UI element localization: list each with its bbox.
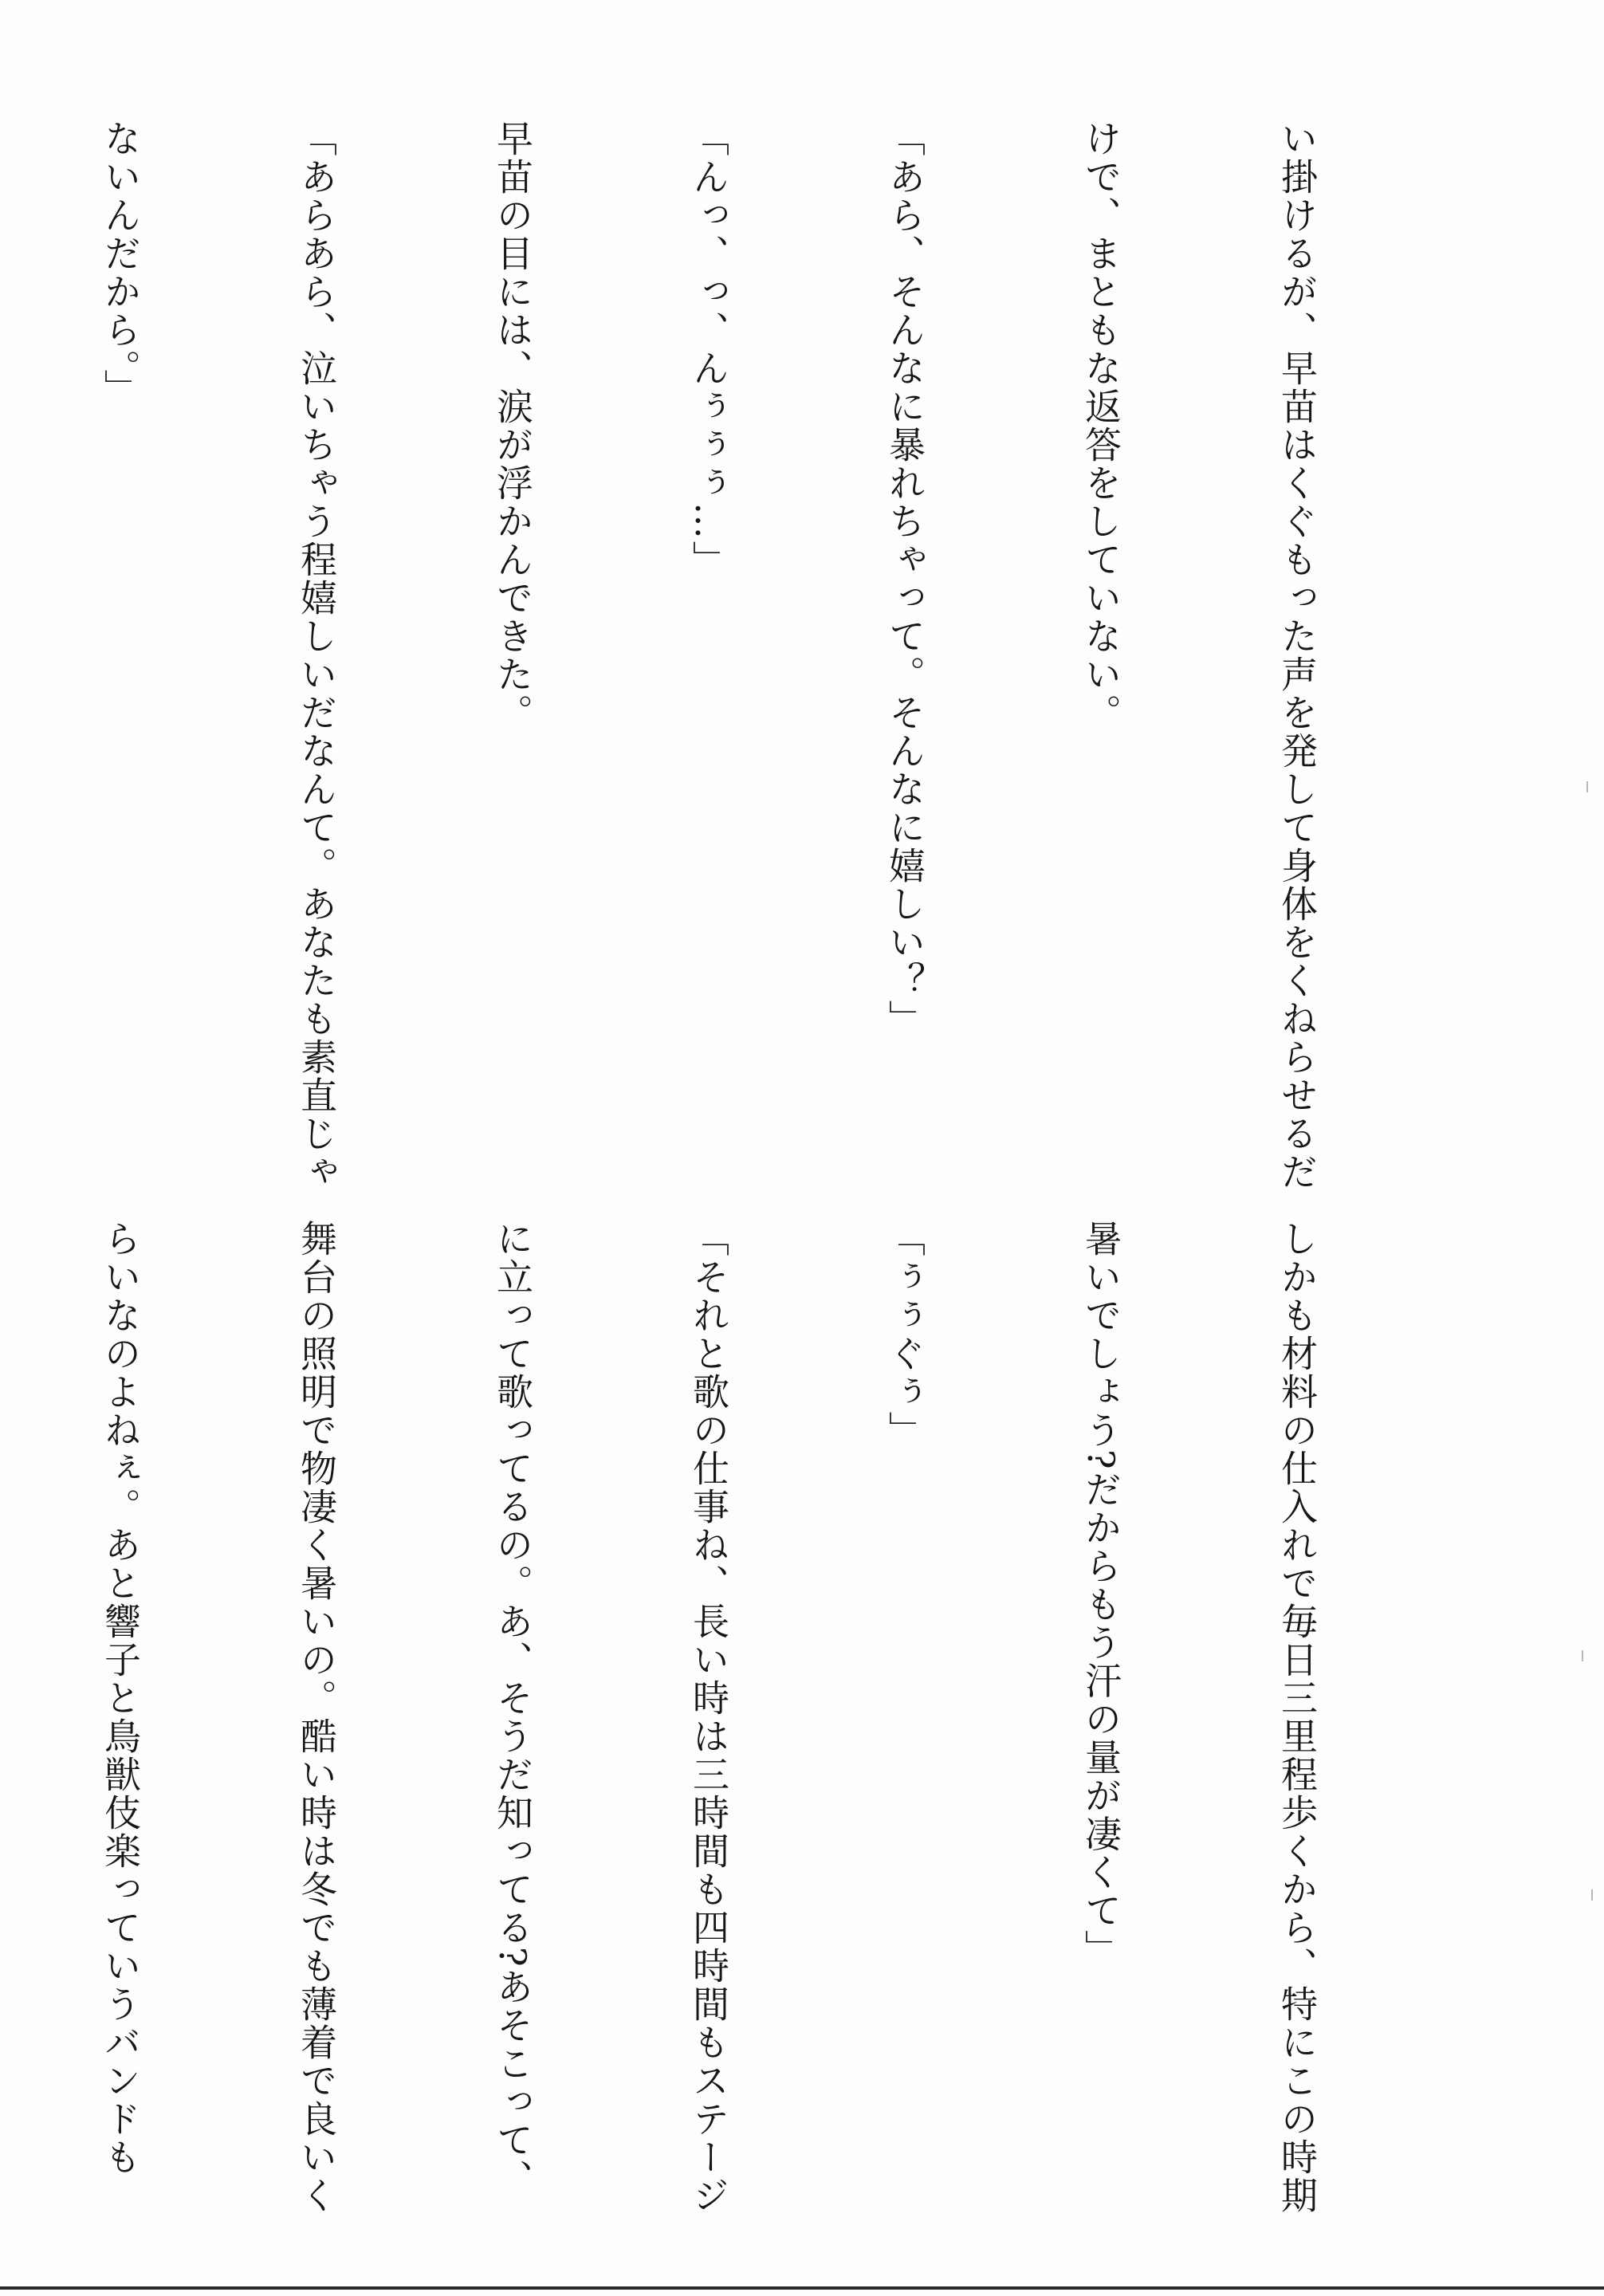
- text-block-top: [99, 120, 1461, 1191]
- text-line: 「んっ、っ、んぅぅぅ…」: [687, 120, 730, 579]
- text-line: 早苗の目には、涙が浮かんできた。: [491, 120, 534, 732]
- text-line: しかも材料の仕入れで毎日三里程歩くから、特にこの時期: [1276, 1220, 1319, 2215]
- text-line: 「それと歌の仕事ね、長い時は三時間も四時間もステージ: [687, 1220, 730, 2215]
- text-line: けで、まともな返答をしていない。: [1079, 120, 1122, 732]
- text-block-bottom: [99, 1220, 1461, 2215]
- scan-speck: [1582, 1650, 1583, 1661]
- scan-speck: [1586, 781, 1588, 792]
- text-line: ないんだから。」: [99, 120, 142, 407]
- scan-speck: [1591, 1889, 1593, 1901]
- text-line: に立って歌ってるの。あ、そうだ知ってる?あそこって、: [491, 1220, 534, 2198]
- text-line: 暑いでしょう?だからもう汗の量が凄くて」: [1079, 1220, 1122, 1968]
- text-line: い掛けるが、早苗はくぐもった声を発して身体をくねらせるだ: [1276, 120, 1319, 1191]
- text-line: 「あら、そんなに暴れちゃって。そんなに嬉しい？」: [883, 120, 926, 1038]
- bottom-edge-rule: [0, 2286, 1604, 2290]
- text-line: 舞台の照明で物凄く暑いの。酷い時は冬でも薄着で良いく: [295, 1220, 338, 2215]
- text-line: らいなのよねぇ。あと響子と鳥獣伎楽っていうバンドも: [99, 1220, 142, 2176]
- text-line: 「あらあら、泣いちゃう程嬉しいだなんて。あなたも素直じゃ: [295, 120, 338, 1191]
- text-line: 「ぅぅぐぅ」: [883, 1220, 926, 1449]
